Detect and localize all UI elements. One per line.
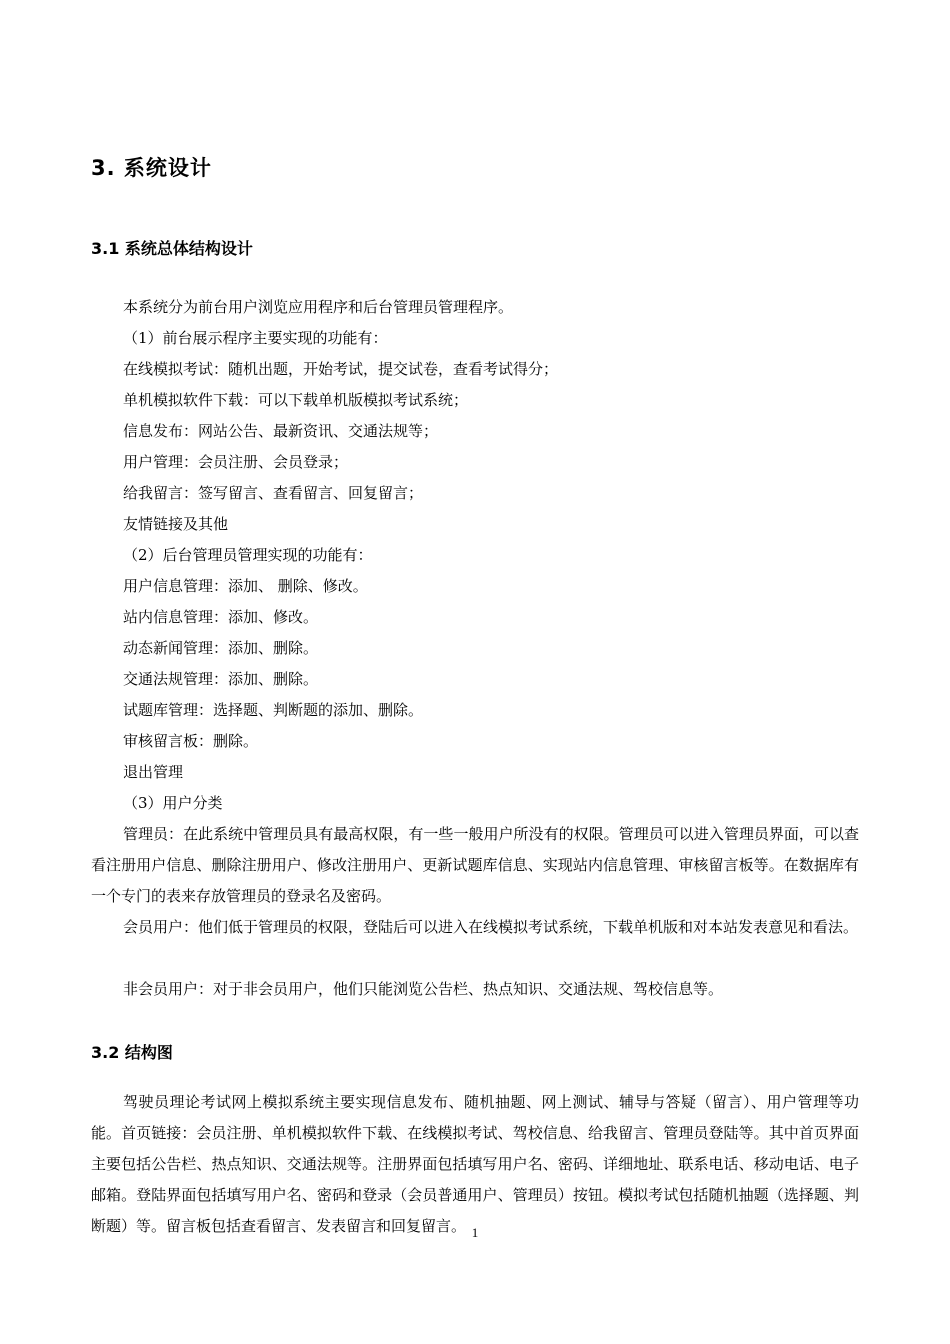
- body-line: 用户管理：会员注册、会员登录；: [123, 453, 349, 471]
- body-line: 交通法规管理：添加、删除。: [123, 670, 319, 688]
- subsection-title-3-2: 3.2 结构图: [91, 1043, 173, 1062]
- body-line: 在线模拟考试：随机出题，开始考试，提交试卷，查看考试得分；: [123, 360, 559, 378]
- body-line: （1）前台展示程序主要实现的功能有：: [123, 329, 388, 347]
- body-line: 信息发布：网站公告、最新资讯、交通法规等；: [123, 422, 439, 440]
- body-line: （3）用户分类: [123, 794, 223, 812]
- page-number: 1: [471, 1225, 479, 1240]
- body-line: 给我留言：签写留言、查看留言、回复留言；: [123, 484, 424, 502]
- body-line: 试题库管理：选择题、判断题的添加、删除。: [123, 701, 424, 719]
- body-line: （2）后台管理员管理实现的功能有：: [123, 546, 373, 564]
- body-line: 退出管理: [123, 763, 184, 781]
- body-line: 用户信息管理：添加、 删除、修改。: [123, 577, 368, 595]
- subsection-title-3-1: 3.1 系统总体结构设计: [91, 239, 253, 258]
- paragraph-member: 会员用户：他们低于管理员的权限，登陆后可以进入在线模拟考试系统，下载单机版和对本站发表意见和看法。: [123, 918, 859, 936]
- paragraph-non-member: 非会员用户：对于非会员用户，他们只能浏览公告栏、热点知识、交通法规、驾校信息等。: [123, 980, 724, 998]
- paragraph-structure: 驾驶员理论考试网上模拟系统主要实现信息发布、随机抽题、网上测试、辅导与答疑（留言）、用户管理等功能。首页链接：会员注册、单机模拟软件下载、在线模拟考试、驾校信息、给我留言、管理员登陆等。其中首页界面主要包括公告栏、热点知识、交通法规等。注册界面包括填写用户名、密码、详细地址、联系电话、移动电话、电子邮箱。登陆界面包括填写用户名、密码和登录（会员普通用户、管理员）按钮。模拟考试包括随机抽题（选择题、判断题）等。留言板包括查看留言、发表留言和回复留言。: [91, 1093, 859, 1235]
- paragraph-admin: 管理员：在此系统中管理员具有最高权限，有一些一般用户所没有的权限。管理员可以进入管理员界面，可以查看注册用户信息、删除注册用户、修改注册用户、更新试题库信息、实现站内信息管理、审核留言板等。在数据库有一个专门的表来存放管理员的登录名及密码。: [91, 825, 859, 905]
- body-line: 审核留言板：删除。: [123, 732, 259, 750]
- section-title: 3. 系统设计: [91, 156, 212, 180]
- body-line: 单机模拟软件下载：可以下载单机版模拟考试系统；: [123, 391, 469, 409]
- body-line: 动态新闻管理：添加、删除。: [123, 639, 319, 657]
- body-line: 站内信息管理：添加、修改。: [123, 608, 319, 626]
- body-line: 本系统分为前台用户浏览应用程序和后台管理员管理程序。: [123, 298, 514, 316]
- body-line: 友情链接及其他: [123, 515, 229, 533]
